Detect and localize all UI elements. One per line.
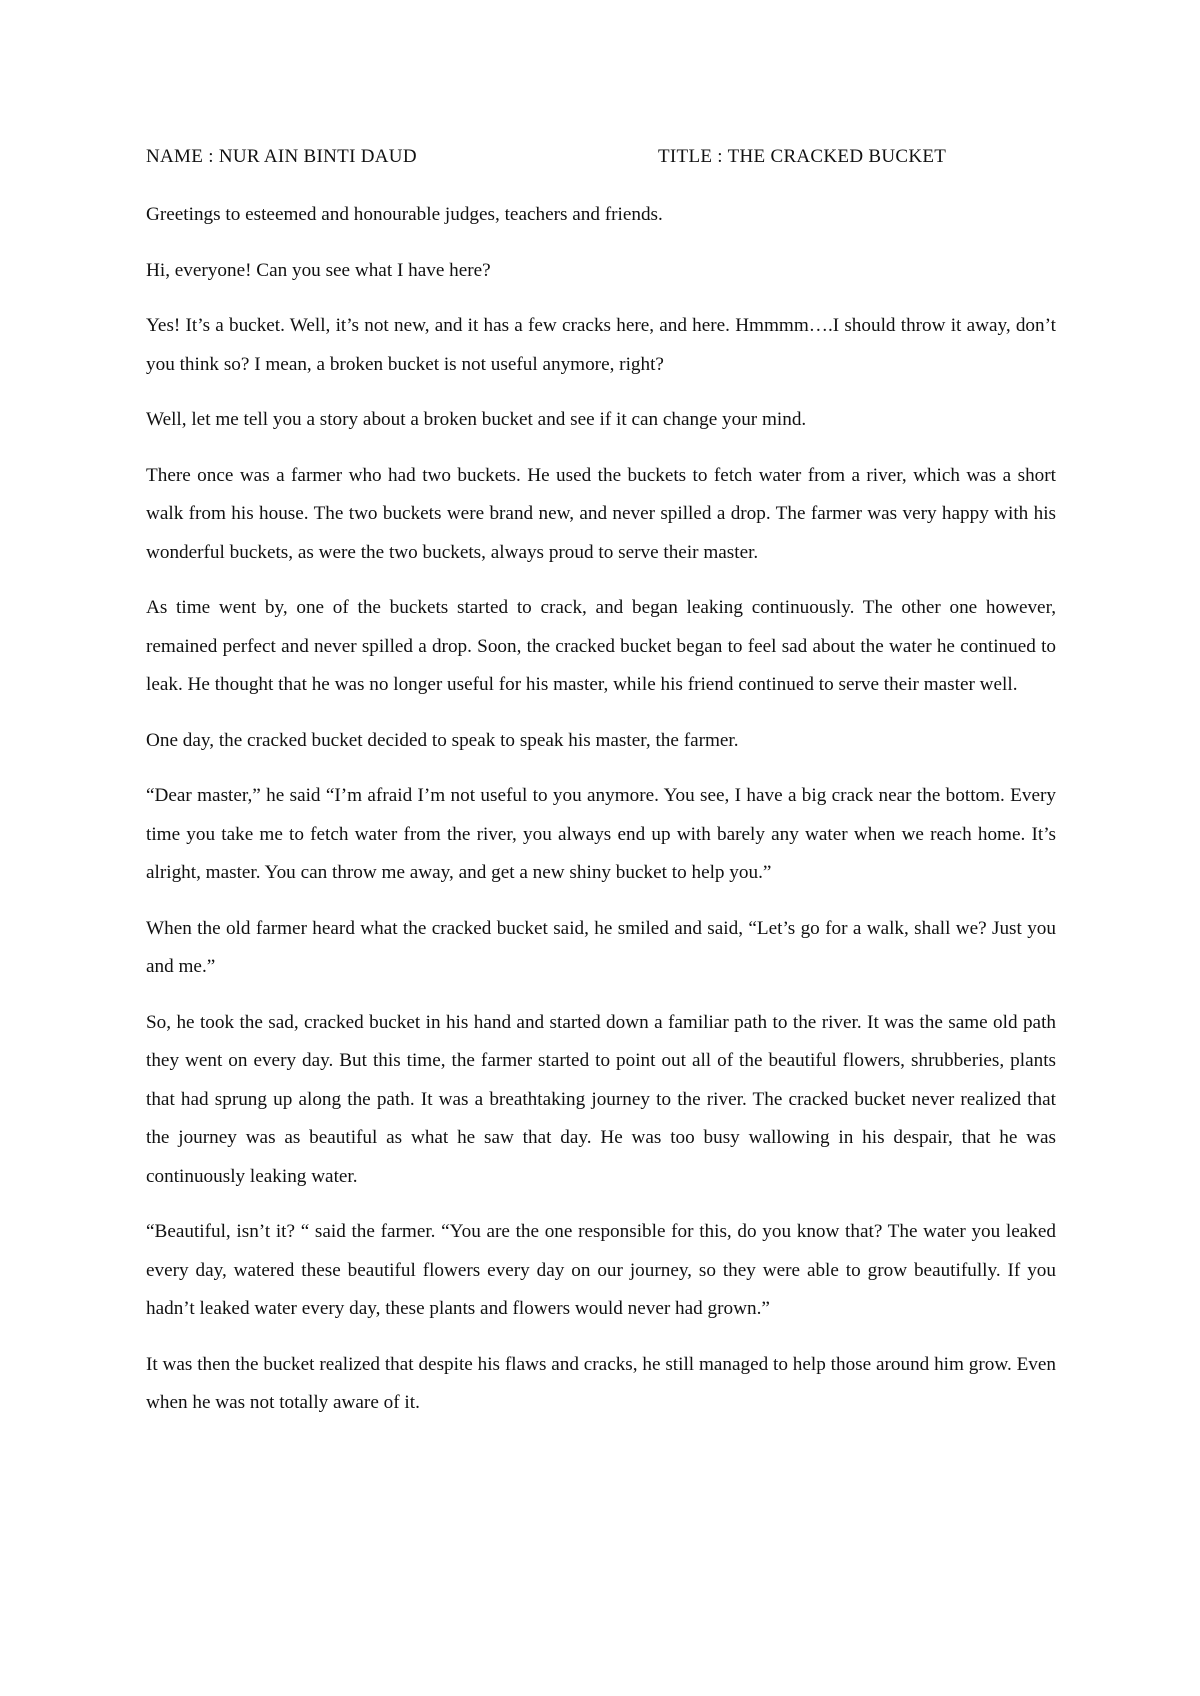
paragraph-bucket-reveal: Yes! It’s a bucket. Well, it’s not new, and it has a few cracks here, and here. Hmmmm….I should throw it away, don’t you think so? I mean, a broken bucket is not useful anymore, right? xyxy=(146,315,1056,375)
paragraph-intro-question: Hi, everyone! Can you see what I have here? xyxy=(146,259,491,281)
paragraph-realization: It was then the bucket realized that despite his flaws and cracks, he still managed to help those around him grow. Even when he was not totally aware of it. xyxy=(146,1353,1056,1413)
speech-title: TITLE : THE CRACKED BUCKET xyxy=(658,146,947,167)
speech-body xyxy=(146,196,1056,1440)
document-header xyxy=(146,146,1056,176)
paragraph-farmer-explanation: “Beautiful, isn’t it? “ said the farmer. “You are the one responsible for this, do you know that? The water you leaked every day, watered these beautiful flowers every day on our journey, so they were able to grow beautifully. If you hadn’t leaked water every day, these plants and flowers would never had grown.” xyxy=(146,1221,1056,1319)
paragraph-crack: As time went by, one of the buckets started to crack, and began leaking continuously. The other one however, remained perfect and never spilled a drop. Soon, the cracked bucket began to feel sad about the water he continued to leak. He thought that he was no longer useful for his master, while his friend continued to serve their master well. xyxy=(146,597,1056,695)
paragraph-story-intro: Well, let me tell you a story about a broken bucket and see if it can change your mind. xyxy=(146,409,807,430)
student-name: NAME : NUR AIN BINTI DAUD xyxy=(146,146,417,167)
paragraph-farmer: There once was a farmer who had two buckets. He used the buckets to fetch water from a river, which was a short walk from his house. The two buckets were brand new, and never spilled a drop. The farmer was very happy with his wonderful buckets, as were the two buckets, always proud to serve their master. xyxy=(146,464,1056,563)
paragraph-greeting: Greetings to esteemed and honourable judges, teachers and friends. xyxy=(146,204,663,225)
paragraph-walk: So, he took the sad, cracked bucket in his hand and started down a familiar path to the river. It was the same old path they went on every day. But this time, the farmer started to point out all of the beautiful flowers, shrubberies, plants that had sprung up along the path. It was a breathtaking journey to the river. The cracked bucket never realized that the journey was as beautiful as what he saw that day. He was too busy wallowing in his despair, that he was continuously leaking water. xyxy=(146,1011,1056,1187)
paragraph-decision: One day, the cracked bucket decided to speak to speak his master, the farmer. xyxy=(146,729,739,751)
paragraph-bucket-speech: “Dear master,” he said “I’m afraid I’m not useful to you anymore. You see, I have a big crack near the bottom. Every time you take me to fetch water from the river, you always end up with barely any water when we reach home. It’s alright, master. You can throw me away, and get a new shiny bucket to help you.” xyxy=(146,785,1056,883)
paragraph-farmer-reply: When the old farmer heard what the cracked bucket said, he smiled and said, “Let’s go for a walk, shall we? Just you and me.” xyxy=(146,917,1056,977)
